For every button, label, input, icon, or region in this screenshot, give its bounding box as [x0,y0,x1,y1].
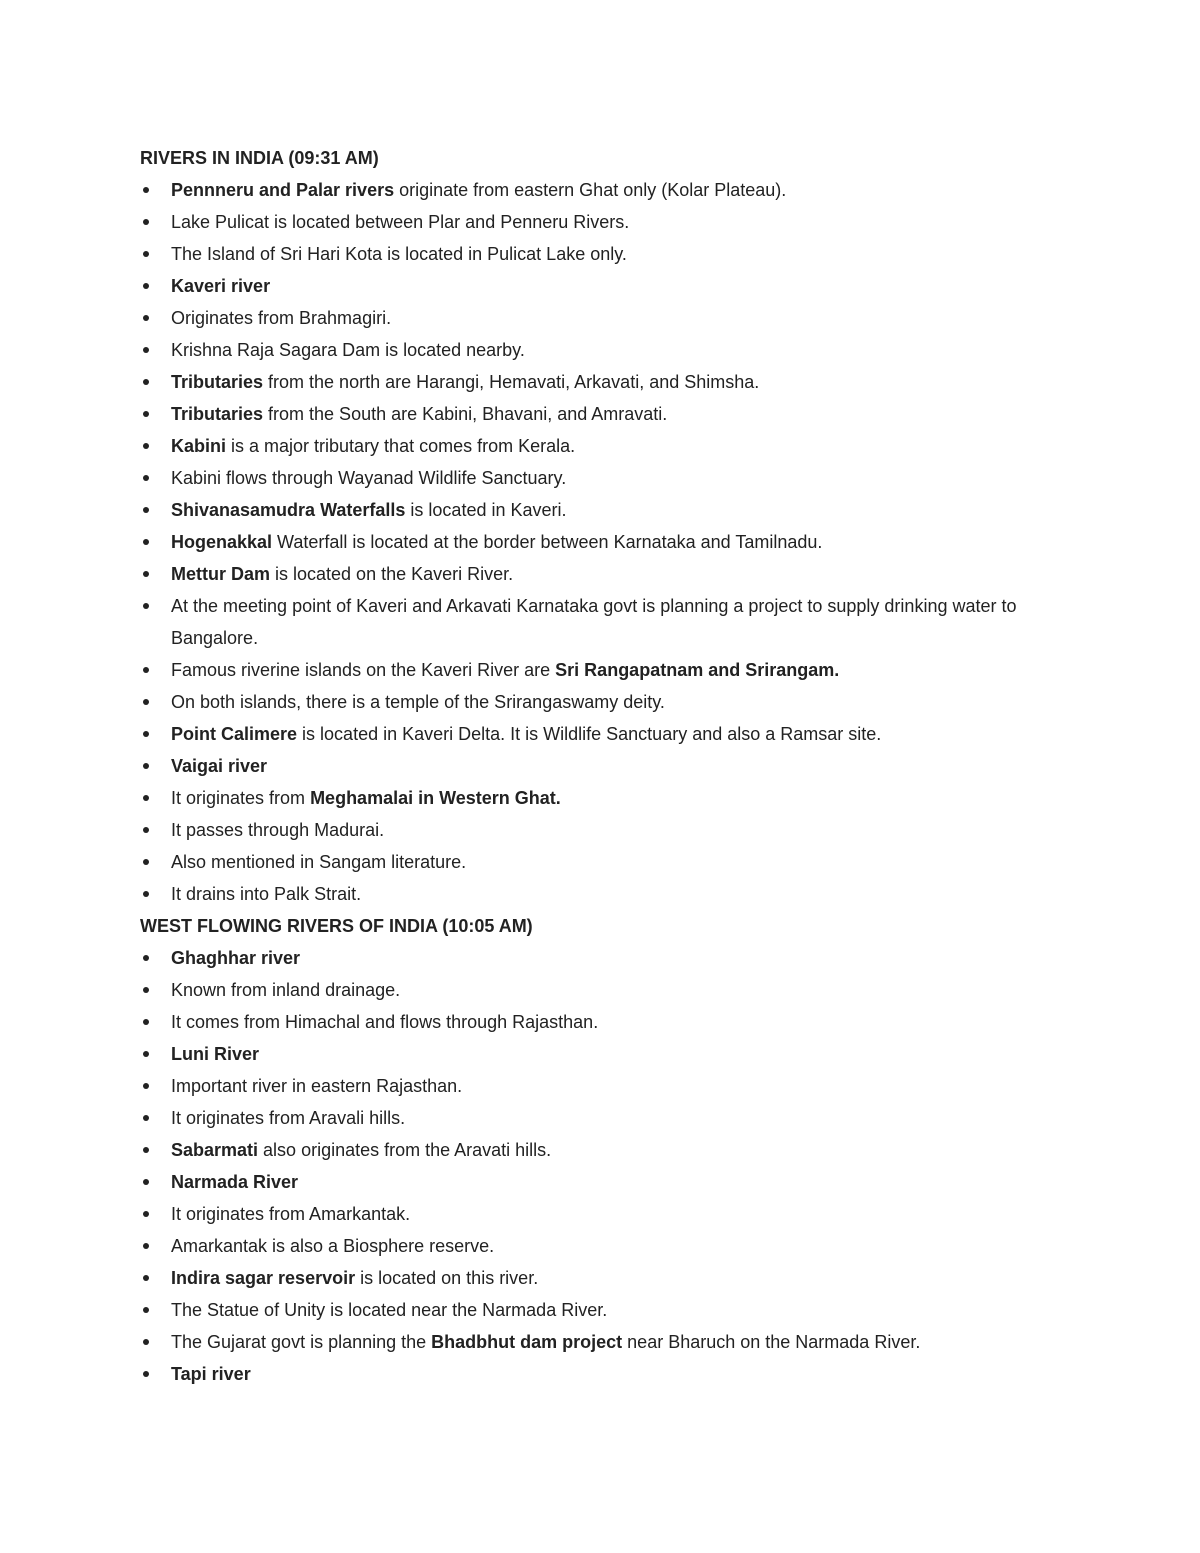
bullet-icon [143,219,149,225]
bold-text: Bhadbhut dam project [431,1332,623,1352]
item-text: The Island of Sri Hari Kota is located in Pulicat Lake only. [171,244,627,264]
bullet-icon [143,603,149,609]
bold-text: Tributaries [171,372,264,392]
bold-text: Sri Rangapatnam and Srirangam. [555,660,840,680]
bullet-icon [143,283,149,289]
bullet-icon [143,1019,149,1025]
bullet-icon [143,1179,149,1185]
item-text: is located in Kaveri. [405,500,567,520]
bullet-icon [143,763,149,769]
bold-text: Kabini [171,436,227,456]
bullet-icon [143,1211,149,1217]
bold-text: Indira sagar reservoir [171,1268,356,1288]
item-text: is located in Kaveri Delta. It is Wildlife Sanctuary and also a Ramsar site. [297,724,882,744]
item-text: is located on this river. [355,1268,539,1288]
list-item [140,590,1080,654]
bold-text: Kaveri river [171,276,271,296]
list-item [140,206,1080,238]
item-text: Krishna Raja Sagara Dam is located nearby. [171,340,525,360]
list-item [140,334,1080,366]
item-text: Waterfall is located at the border between Karnataka and Tamilnadu. [272,532,823,552]
bold-text: Hogenakkal [171,532,273,552]
item-text: It passes through Madurai. [171,820,385,840]
item-text: Kabini flows through Wayanad Wildlife Sanctuary. [171,468,567,488]
bold-text: Shivanasamudra Waterfalls [171,500,406,520]
list-item [140,1358,1080,1390]
bullet-icon [143,1339,149,1345]
list-item [140,494,1080,526]
list-item [140,1230,1080,1262]
item-text: It comes from Himachal and flows through Rajasthan. [171,1012,599,1032]
item-text: Famous riverine islands on the Kaveri River are [171,660,556,680]
list-item [140,430,1080,462]
list-item [140,174,1080,206]
bullet-icon [143,827,149,833]
list-item [140,718,1080,750]
list-item [140,366,1080,398]
list-item [140,814,1080,846]
document-content [140,142,1080,1390]
bullet-icon [143,539,149,545]
bullet-icon [143,1147,149,1153]
bullet-icon [143,379,149,385]
item-text: originate from eastern Ghat only (Kolar Plateau). [394,180,787,200]
bullet-icon [143,443,149,449]
item-text: Important river in eastern Rajasthan. [171,1076,463,1096]
bold-text: Tributaries [171,404,264,424]
list-item [140,1102,1080,1134]
list-item [140,302,1080,334]
bullet-icon [143,1307,149,1313]
item-text: On both islands, there is a temple of the Srirangaswamy deity. [171,692,665,712]
list-item [140,1326,1080,1358]
bullet-icon [143,411,149,417]
list-item [140,1198,1080,1230]
bullet-icon [143,1243,149,1249]
list-item [140,558,1080,590]
bullet-icon [143,251,149,257]
bullet-icon [143,187,149,193]
item-text: also originates from the Aravati hills. [258,1140,552,1160]
list-item [140,942,1080,974]
list-item [140,398,1080,430]
item-text: Lake Pulicat is located between Plar and Penneru Rivers. [171,212,630,232]
item-text: is located on the Kaveri River. [270,564,514,584]
bullet-icon [143,507,149,513]
bullet-icon [143,1371,149,1377]
list-item [140,974,1080,1006]
bullet-icon [143,955,149,961]
list-item [140,462,1080,494]
bold-text: Meghamalai in Western Ghat. [310,788,561,808]
item-text: At the meeting point of Kaveri and Arkavati Karnataka govt is planning a project to supply drinking water to Bangalore. [171,596,1017,648]
bold-text: Narmada River [171,1172,299,1192]
list-item [140,1134,1080,1166]
item-text: It drains into Palk Strait. [171,884,362,904]
list-item [140,878,1080,910]
list-item [140,1262,1080,1294]
item-text: Also mentioned in Sangam literature. [171,852,467,872]
item-text: The Gujarat govt is planning the [171,1332,432,1352]
section-heading: RIVERS IN INDIA (09:31 AM) [140,148,379,168]
item-text: Originates from Brahmagiri. [171,308,392,328]
bullet-icon [143,891,149,897]
list-item [140,1294,1080,1326]
bullet-icon [143,1083,149,1089]
item-text: It originates from Amarkantak. [171,1204,411,1224]
bullet-icon [143,475,149,481]
bullet-icon [143,1275,149,1281]
list-item [140,750,1080,782]
list-item [140,686,1080,718]
item-text: is a major tributary that comes from Kerala. [226,436,576,456]
bullet-icon [143,699,149,705]
bold-text: Luni River [171,1044,260,1064]
list-item [140,782,1080,814]
bullet-icon [143,987,149,993]
bullet-icon [143,795,149,801]
list-item [140,1006,1080,1038]
bullet-icon [143,731,149,737]
list-item [140,1038,1080,1070]
bullet-icon [143,347,149,353]
bullet-icon [143,1051,149,1057]
item-text: It originates from [171,788,311,808]
bullet-list [140,942,1080,1390]
item-text: The Statue of Unity is located near the Narmada River. [171,1300,608,1320]
bold-text: Pennneru and Palar rivers [171,180,395,200]
section-heading: WEST FLOWING RIVERS OF INDIA (10:05 AM) [140,916,533,936]
item-text: Known from inland drainage. [171,980,401,1000]
list-item [140,846,1080,878]
bold-text: Tapi river [171,1364,251,1384]
bullet-icon [143,1115,149,1121]
item-text: It originates from Aravali hills. [171,1108,406,1128]
bullet-icon [143,667,149,673]
bold-text: Sabarmati [171,1140,259,1160]
bold-text: Mettur Dam [171,564,271,584]
item-text: Amarkantak is also a Biosphere reserve. [171,1236,495,1256]
item-text: near Bharuch on the Narmada River. [622,1332,921,1352]
bullet-icon [143,571,149,577]
list-item [140,270,1080,302]
bullet-icon [143,315,149,321]
list-item [140,526,1080,558]
bold-text: Vaigai river [171,756,268,776]
item-text: from the north are Harangi, Hemavati, Arkavati, and Shimsha. [263,372,760,392]
list-item [140,1070,1080,1102]
bold-text: Ghaghhar river [171,948,301,968]
bullet-list [140,174,1080,910]
item-text: from the South are Kabini, Bhavani, and Amravati. [263,404,668,424]
bullet-icon [143,859,149,865]
list-item [140,654,1080,686]
bold-text: Point Calimere [171,724,298,744]
list-item [140,238,1080,270]
list-item [140,1166,1080,1198]
